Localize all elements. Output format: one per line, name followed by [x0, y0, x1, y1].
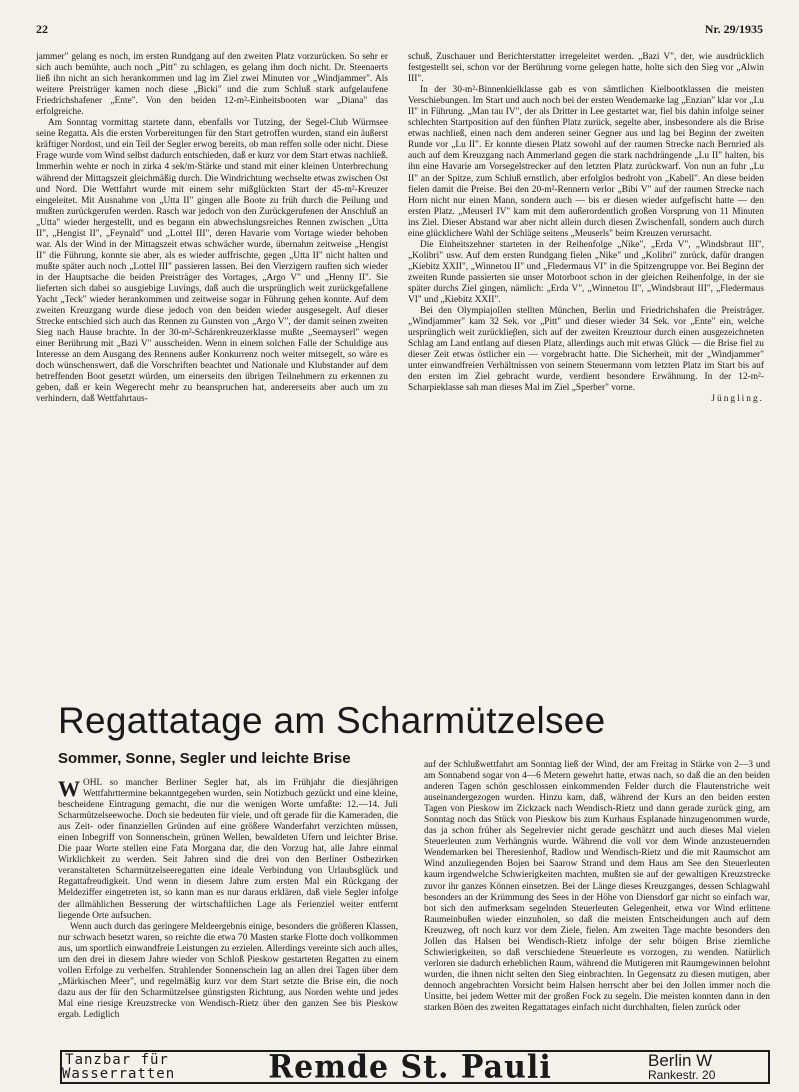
article-paragraph: Bei den Olympiajollen stellten München, Berlin und Friedrichshafen die Preisträger. „Windjammer" kam 32 Sek. vor „Pitt" und dieser wieder 34 Sek. vor „Ente" ein, welche ursprünglich weit zurücklieβen, sich auf der zweiten Kreuztour durch einen ausgezeichneten Schlag am Land entlang auf diesen Platz, allerdings auch mit etwas Glück — die Brise fiel zu dieser Zeit etwas östlicher ein — vorgebracht hatte. Die Sicherheit, mit der „Windjammer" unter einwandfreien Verhältnissen von seinem Steuermann vom letzten Platz im Start bis auf den ersten im Ziel gebracht wurde, verdient besondere Erwähnung. In der 12-m²-Scharpieklasse sah man dieses Mal im Ziel „Sperber" vorne. [408, 306, 764, 394]
lower-right-column [424, 760, 770, 1046]
article-paragraph: In der 30-m²-Binnenkielklasse gab es von sämtlichen Kielbootklassen die meisten Verschiebungen. Im Start und auch noch bei der ersten Wendemarke lag „Enzian" klar vor „Lu II" in Führung. „Man tau IV", der als Dritter in Lee gestartet war, fiel bis dahin infolge seiner schlechten Startposition auf den fünften Platz zurück, segelte aber, insbesondere als die Brise etwas nachließ, einen nach dem anderen seiner Gegner aus und lag bei Beginn der zweiten Runde vor „Lu II". Er konnte diesen Platz sowohl auf der raumen Strecke nach Bernried als auch auf dem Kreuzgang nach Ammerland gegen die stark nachdrängende „Lu II" halten, bis ihn eine Havarie am Vorsegelstrecker auf den letzten Platz zurückwarf. Von nun an fuhr „Lu II" an der Spitze, zum Schluß ernstlich, aber erfolglos bedroht von „Kabell". An diese beiden fielen damit die Preise. Bei den 20-m²-Rennern verlor „Bibi V" auf der raumen Strecke nach Horn nicht nur einen Mann, sondern auch — bis er diesen wieder aufgefischt hatte — den ersten Platz. „Meuserl IV" kam mit dem außerordentlich großen Vorsprung von 11 Minuten ins Ziel. Dieser Abstand war aber nicht allein durch diesen Zwischenfall, sondern auch durch eine glücklichere Wahl der Schläge seitens „Meuserls" beim Kreuzen verursacht. [408, 85, 764, 239]
ad-tagline-line1: Tanzbar für [65, 1052, 169, 1068]
ad-brand-name: Remde St. Pauli [268, 1048, 552, 1086]
ad-address [648, 1052, 768, 1082]
article-paragraph: jammer" gelang es noch, im ersten Rundgang auf den zweiten Platz vorzurücken. So sehr er sich auch bemühte, auch noch „Pitt" zu schlagen, es gelang ihm doch nicht. Dr. Steenaerts ließ ihn nicht an sich herankommen und lag im Ziel zwei Minuten vor „Windjammer". Als weitere Preisträger kamen noch diese „Bicki" und die zum Schluß stark aufgelaufene Friedrichshafener „Ente". Von den beiden 12-m²-Einheitsbooten war „Diana" das erfolgreiche. [36, 52, 388, 118]
upper-left-column [36, 52, 388, 694]
drop-cap: W [58, 778, 80, 801]
advertisement-banner [60, 1050, 770, 1084]
article-paragraph: Wenn auch durch das geringere Meldeergebnis einige, besonders die größeren Klassen, nur schwach besetzt waren, so reichte die etwa 70 Masten starke Flotte doch vollkommen aus, um sportlich einwandfreie Leistungen zu erzielen. Allerdings vereinte sich auch alles, um den drei in diesem Jahre wieder von Schloß Pieskow gestarteten Regatten zu einem vollen Erfolge zu verhelfen. Strahlender Sonnenschein lag an allen drei Tagen über dem „Märkischen Meer", und regelmäßig kurz vor dem Start setzte die Brise ein, die noch dazu aus der für den Scharmützelsee günstigsten Richtung, aus Norden wehte und jedes Mal eine riesige Kreuzstrecke von Wendisch-Rietz über den ganzen See bis Pieskow ergab. Lediglich [58, 921, 398, 1020]
ad-street: Rankestr. 20 [648, 1068, 716, 1082]
article-paragraph: Am Sonntag vormittag startete dann, ebenfalls vor Tutzing, der Segel-Club Würmsee seine Regatta. Als die ersten Vorbereitungen für den Start getroffen wurden, stand ein äußerst kräftiger Nordost, und ein Teil der Segler erwog bereits, ob man reffen solle oder nicht. Diese Frage wurde vom Wind selbst dadurch entschieden, daß er kurz vor dem Start etwas nachließ. Immerhin wehte er noch in zirka 4 sek/m-Stärke und stand mit einer kleinen Unterbrechung während der Mittagszeit gleichmäßig durch. Die Windrichtung wechselte etwas zwischen Ost und Nord. Die Wettfahrt wurde mit einem sehr mißglückten Start der 45-m²-Kreuzer eingeleitet. Mit Ausnahme von „Utta II" gingen alle Boote zu früh durch die Peilung und mußten zurückgerufen werden. Rasch war jedoch von den Zurückgerufenen der Anschluß an „Utta" wieder hergestellt, und es begann ein abwechslungsreiches Rennen zwischen „Utta II", „Hengist II", „Feynald" und „Lottel III", deren Havarie vom Vortage wieder behoben war. Als der Wind in der Mittagszeit etwas schwächer wurde, übernahm zeitweise „Hengist II" die Führung, konnte sie aber, als es wieder auffrischte, gegen „Utta II" nicht halten und mußte später auch noch „Lottel III" passieren lassen. Bei den Vierzigern rauften sich wieder in der Hauptsache die beiden Preisträger des Vortages, „Argo V" und „Henny II". Sie lieferten sich dabei so ausgiebige Luvings, daß auch die ursprünglich weit zurückgefallene Yacht „Teck" wieder herankommen und zeitweise sogar in Führung gehen konnte. Auf dem zweiten Kreuzgang wurde diese jedoch von den beiden wieder ausgesegelt. Auf dieser Strecke entschied sich auch das Rennen zu Gunsten von „Argo V", der damit seinen zweiten Sieg nach Hause brachte. In der 30-m²-Schärenkreuzerklasse mußte „Seemayserl" wegen einer Berührung mit „Bazi V" ausscheiden. Wenn in einem solchen Falle der Schuldige aus Interesse an dem Ausgang des Rennens außer Konkurrenz noch weiter mitsegelt, so wäre es doch wünschenswert, daß die Vorschriften beachtet und Nationale und Klubstander auf dem betreffenden Boot gesetzt würden, um einerseits den übrigen Teilnehmern zu erkennen zu geben, daß er kein Wegerecht mehr zu beanspruchen hat, andererseits aber auch um zu verhindern, daß Wettfahrtaus- [36, 118, 388, 405]
ad-tagline [62, 1052, 176, 1082]
upper-right-column [408, 52, 764, 694]
page-header [36, 22, 763, 40]
ad-tagline-line2: Wasserratten [62, 1066, 176, 1082]
author-signature: Jüngling. [711, 394, 764, 405]
lead-text: OHL so mancher Berliner Segler hat, als im Frühjahr die diesjährigen Wettfahrttermine bekanntgegeben wurden, sein Notizbuch gezückt und eine kleine, bescheidene Eintragung gemacht, die nur die wenigen Worte umfaßte: 12.—14. Juli Scharmützelseewoche. Doch sie bedeuten für viele, und oft gerade für die Kameraden, die aus Zeit- oder finanziellen Gründen auf eine größere Wanderfahrt verzichten müssen, einen Inbegriff von Sonnenschein, grünen Wellen, bewaldeten Ufern und leichter Brise. Die paar Worte stellen eine Fata Morgana dar, die den Vorzug hat, alle Jahre einmal Wirklichkeit zu werden. Seit Jahren sind die drei von den Berliner Ostbezirken veranstalteten Scharmützelseeregatten eine ideale Verbindung von Urlaubsglück und Regattafreudigkeit. Und wenn in diesem Jahre zum ersten Mal ein Rückgang der Meldeziffer eingetreten ist, so kann man es nur daraus erklären, daß viele Segler infolge der allmählichen Besserung der wirtschaftlichen Lage als Ferienziel weiter entfernt liegende Orte aufsuchen. [58, 778, 398, 921]
article-paragraph: schuß, Zuschauer und Berichterstatter irregeleitet werden. „Bazi V", der, wie ausdrücklich festgestellt sei, schon vor der Berührung vorne gelegen hatte, holte sich den Sieg vor „Alwin III". [408, 52, 764, 85]
article-paragraph: auf der Schlußwettfahrt am Sonntag ließ der Wind, der am Freitag in Stärke von 2—3 und am Sonnabend sogar von 4—6 Metern gewehrt hatte, etwas nach, so daß die an den beiden anderen Tagen schön geschlossen einkommenden Felder durch die Flautenstriche weit auseinandergezogen wurden. Hinzu kam, daß, während der Kurs an den beiden ersten Tagen von Pieskow im Zickzack nach Wendisch-Rietz und dann gerade zurück ging, am Sonntag noch das Stück von Pieskow bis zum Kurhaus Esplanade hinzugenommen wurde, das ja schon früher als Segelrevier nicht gerade geschätzt und auch dieses Mal vielen Steuerleuten zum Verhängnis wurde. Während die voll vor dem Winde anzusteuernden Wendemarken bei Theresienhof, Radlow und Wendisch-Rietz und die mit Raumschot am Wind anzuliegenden Bojen bei Saarow Strand und dem Haus am See den Steuerleuten kaum irgendwelche Schwierigkeiten machten, mußten sie auf der gewaltigen Kreuzstrecke zuvor ihr ganzes Können einsetzen. Bei der Länge dieses Kreuzganges, dessen Schlagwahl besonders an der Krümmung des Sees in der Höhe von Diensdorf gar nicht so einfach war, bot sich den aufmerksam segelnden Steuerleuten Gelegenheit, etwa vor Wind erlittene Raumeinbußen wieder einzuholen, so daß die meisten Entscheidungen auch auf dem Kreuzweg, oft noch kurz vor dem Ziele, fielen. Am zweiten Tage machte besonders den Jollen das Halsen bei Wendisch-Rietz infolge der sehr böigen Brise ziemliche Schwierigkeiten, so daß verschiedene Steuerleute es vorzogen, zu wenden. Natürlich verloren sie dadurch erheblichen Raum, während die Mutigeren mit Raumgewinnen belohnt wurden, die ihnen nicht selten den Sieg einbrachten. In Gegensatz zu diesen mutigen, aber dennoch angebrachten Vorsicht beim Halsen herrscht aber bei den Jollen immer noch die Unsitte, bei jedem Wetter mit der großen Fock zu segeln. Die meisten konnten dann in den starken Böen des zweiten Regattatages einfach nicht durchhalten, fielen zurück oder [424, 760, 770, 1014]
article-title: Regattatage am Scharmützelsee [58, 700, 606, 741]
article-paragraph [58, 778, 398, 922]
article-subtitle: Sommer, Sonne, Segler und leichte Brise [58, 750, 351, 767]
page-number: 22 [36, 22, 48, 36]
article-paragraph: Die Einheitszehner starteten in der Reihenfolge „Nike", „Erda V", „Windsbraut III", „Kolibri" usw. Auf dem ersten Rundgang fielen „Nike" und „Kolibri" zurück, dafür drangen „Kiebitz XXII", „Winnetou II" und „Fledermaus VI" in die Spitzengruppe vor. Bei Beginn der zweiten Runde passierten sie unser Motorboot schon in der gleichen Reihenfolge, in der sie später durchs Ziel gingen, nämlich: „Erda V", „Winnetou II", „Windsbraut III", „Fledermaus VI" und „Kiebitz XXII". [408, 239, 764, 306]
issue-number: Nr. 29/1935 [704, 22, 763, 36]
lower-left-column [58, 778, 398, 1046]
ad-city: Berlin W [648, 1051, 713, 1070]
